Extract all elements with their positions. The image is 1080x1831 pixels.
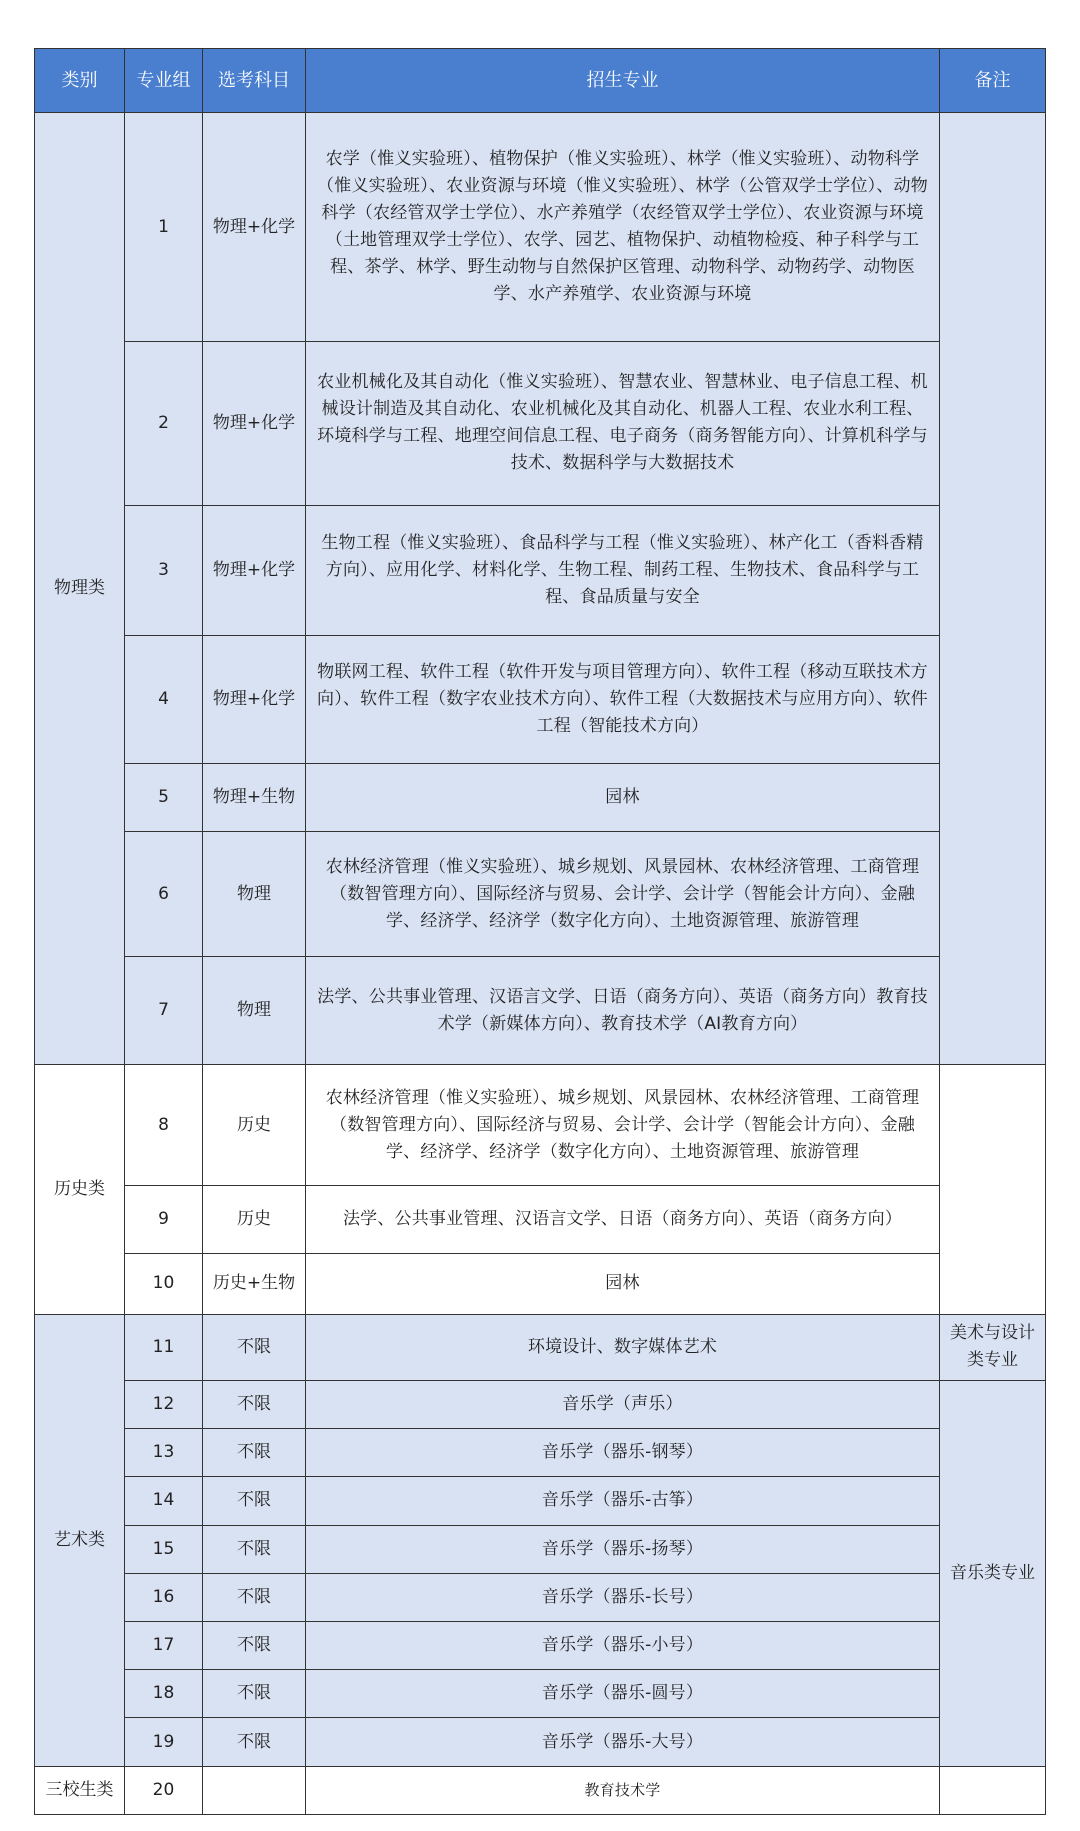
table-row — [35, 1429, 1046, 1477]
group-cell: 15 — [125, 1525, 203, 1573]
subject-cell: 不限 — [203, 1573, 306, 1621]
table-row — [35, 956, 1046, 1065]
majors-cell: 音乐学（器乐-长号） — [306, 1573, 940, 1621]
category-history: 历史类 — [35, 1065, 125, 1314]
majors-cell: 园林 — [306, 1254, 940, 1314]
header-row — [35, 49, 1046, 113]
note-art-design: 美术与设计类专业 — [940, 1314, 1046, 1380]
subject-cell: 不限 — [203, 1621, 306, 1669]
note-history — [940, 1065, 1046, 1314]
table-row — [35, 1477, 1046, 1525]
subject-cell: 不限 — [203, 1314, 306, 1380]
admission-table — [34, 48, 1046, 1815]
majors-cell: 法学、公共事业管理、汉语言文学、日语（商务方向）、英语（商务方向）教育技术学（新媒体方向）、教育技术学（AI教育方向） — [306, 956, 940, 1065]
subject-cell: 不限 — [203, 1525, 306, 1573]
subject-cell: 不限 — [203, 1477, 306, 1525]
group-cell: 4 — [125, 636, 203, 764]
table-row — [35, 764, 1046, 832]
group-cell: 9 — [125, 1185, 203, 1253]
group-cell: 19 — [125, 1718, 203, 1766]
subject-cell: 不限 — [203, 1670, 306, 1718]
table-row — [35, 1254, 1046, 1314]
category-physics: 物理类 — [35, 113, 125, 1065]
subject-cell: 物理 — [203, 832, 306, 957]
subject-cell: 历史 — [203, 1065, 306, 1186]
table-row — [35, 832, 1046, 957]
table-row — [35, 1621, 1046, 1669]
category-art: 艺术类 — [35, 1314, 125, 1766]
majors-cell: 音乐学（器乐-圆号） — [306, 1670, 940, 1718]
majors-cell: 农林经济管理（惟义实验班）、城乡规划、风景园林、农林经济管理、工商管理（数智管理方向）、国际经济与贸易、会计学、会计学（智能会计方向）、金融学、经济学、经济学（数字化方向）、土地资源管理、旅游管理 — [306, 1065, 940, 1186]
table-row — [35, 1573, 1046, 1621]
majors-cell: 法学、公共事业管理、汉语言文学、日语（商务方向）、英语（商务方向） — [306, 1185, 940, 1253]
table-row — [35, 636, 1046, 764]
majors-cell: 物联网工程、软件工程（软件开发与项目管理方向）、软件工程（移动互联技术方向）、软件工程（数字农业技术方向）、软件工程（大数据技术与应用方向）、软件工程（智能技术方向） — [306, 636, 940, 764]
table-row — [35, 342, 1046, 506]
subject-cell: 不限 — [203, 1429, 306, 1477]
group-cell: 20 — [125, 1766, 203, 1814]
group-cell: 3 — [125, 505, 203, 636]
group-cell: 5 — [125, 764, 203, 832]
table-row — [35, 1525, 1046, 1573]
subject-cell: 物理+化学 — [203, 505, 306, 636]
group-cell: 10 — [125, 1254, 203, 1314]
group-cell: 12 — [125, 1380, 203, 1428]
table-row — [35, 1766, 1046, 1814]
group-cell: 1 — [125, 113, 203, 342]
majors-cell: 音乐学（器乐-古筝） — [306, 1477, 940, 1525]
group-cell: 16 — [125, 1573, 203, 1621]
subject-cell: 不限 — [203, 1718, 306, 1766]
group-cell: 13 — [125, 1429, 203, 1477]
majors-cell: 音乐学（声乐） — [306, 1380, 940, 1428]
group-cell: 17 — [125, 1621, 203, 1669]
subject-cell: 历史+生物 — [203, 1254, 306, 1314]
header-category: 类别 — [35, 49, 125, 113]
group-cell: 7 — [125, 956, 203, 1065]
table-row — [35, 1314, 1046, 1380]
majors-cell: 音乐学（器乐-大号） — [306, 1718, 940, 1766]
group-cell: 8 — [125, 1065, 203, 1186]
subject-cell: 物理+生物 — [203, 764, 306, 832]
table-row — [35, 1718, 1046, 1766]
group-cell: 14 — [125, 1477, 203, 1525]
majors-cell: 园林 — [306, 764, 940, 832]
table-row — [35, 1380, 1046, 1428]
group-cell: 2 — [125, 342, 203, 506]
majors-cell: 音乐学（器乐-钢琴） — [306, 1429, 940, 1477]
note-physics — [940, 113, 1046, 1065]
group-cell: 11 — [125, 1314, 203, 1380]
subject-cell: 物理 — [203, 956, 306, 1065]
admission-table-container — [34, 48, 1045, 1815]
majors-cell: 音乐学（器乐-小号） — [306, 1621, 940, 1669]
subject-cell: 物理+化学 — [203, 342, 306, 506]
category-sanxiao: 三校生类 — [35, 1766, 125, 1814]
note-music: 音乐类专业 — [940, 1380, 1046, 1766]
table-row — [35, 113, 1046, 342]
header-majors: 招生专业 — [306, 49, 940, 113]
majors-cell: 教育技术学 — [306, 1766, 940, 1814]
note-sanxiao — [940, 1766, 1046, 1814]
majors-cell: 生物工程（惟义实验班）、食品科学与工程（惟义实验班）、林产化工（香料香精方向）、应用化学、材料化学、生物工程、制药工程、生物技术、食品科学与工程、食品质量与安全 — [306, 505, 940, 636]
subject-cell: 物理+化学 — [203, 636, 306, 764]
majors-cell: 音乐学（器乐-扬琴） — [306, 1525, 940, 1573]
majors-cell: 农林经济管理（惟义实验班）、城乡规划、风景园林、农林经济管理、工商管理（数智管理方向）、国际经济与贸易、会计学、会计学（智能会计方向）、金融学、经济学、经济学（数字化方向）、土地资源管理、旅游管理 — [306, 832, 940, 957]
subject-cell: 不限 — [203, 1380, 306, 1428]
table-row — [35, 1185, 1046, 1253]
subject-cell — [203, 1766, 306, 1814]
majors-cell: 农学（惟义实验班）、植物保护（惟义实验班）、林学（惟义实验班）、动物科学（惟义实验班）、农业资源与环境（惟义实验班）、林学（公管双学士学位）、动物科学（农经管双学士学位）、水产养殖学（农经管双学士学位）、农业资源与环境（土地管理双学士学位）、农学、园艺、植物保护、动植物检疫、种子科学与工程、茶学、林学、野生动物与自然保护区管理、动物科学、动物药学、动物医学、水产养殖学、农业资源与环境 — [306, 113, 940, 342]
header-group: 专业组 — [125, 49, 203, 113]
majors-cell: 环境设计、数字媒体艺术 — [306, 1314, 940, 1380]
header-notes: 备注 — [940, 49, 1046, 113]
table-row — [35, 505, 1046, 636]
group-cell: 6 — [125, 832, 203, 957]
table-row — [35, 1065, 1046, 1186]
header-subject: 选考科目 — [203, 49, 306, 113]
subject-cell: 历史 — [203, 1185, 306, 1253]
majors-cell: 农业机械化及其自动化（惟义实验班）、智慧农业、智慧林业、电子信息工程、机械设计制造及其自动化、农业机械化及其自动化、机器人工程、农业水利工程、环境科学与工程、地理空间信息工程、电子商务（商务智能方向）、计算机科学与技术、数据科学与大数据技术 — [306, 342, 940, 506]
group-cell: 18 — [125, 1670, 203, 1718]
table-row — [35, 1670, 1046, 1718]
subject-cell: 物理+化学 — [203, 113, 306, 342]
